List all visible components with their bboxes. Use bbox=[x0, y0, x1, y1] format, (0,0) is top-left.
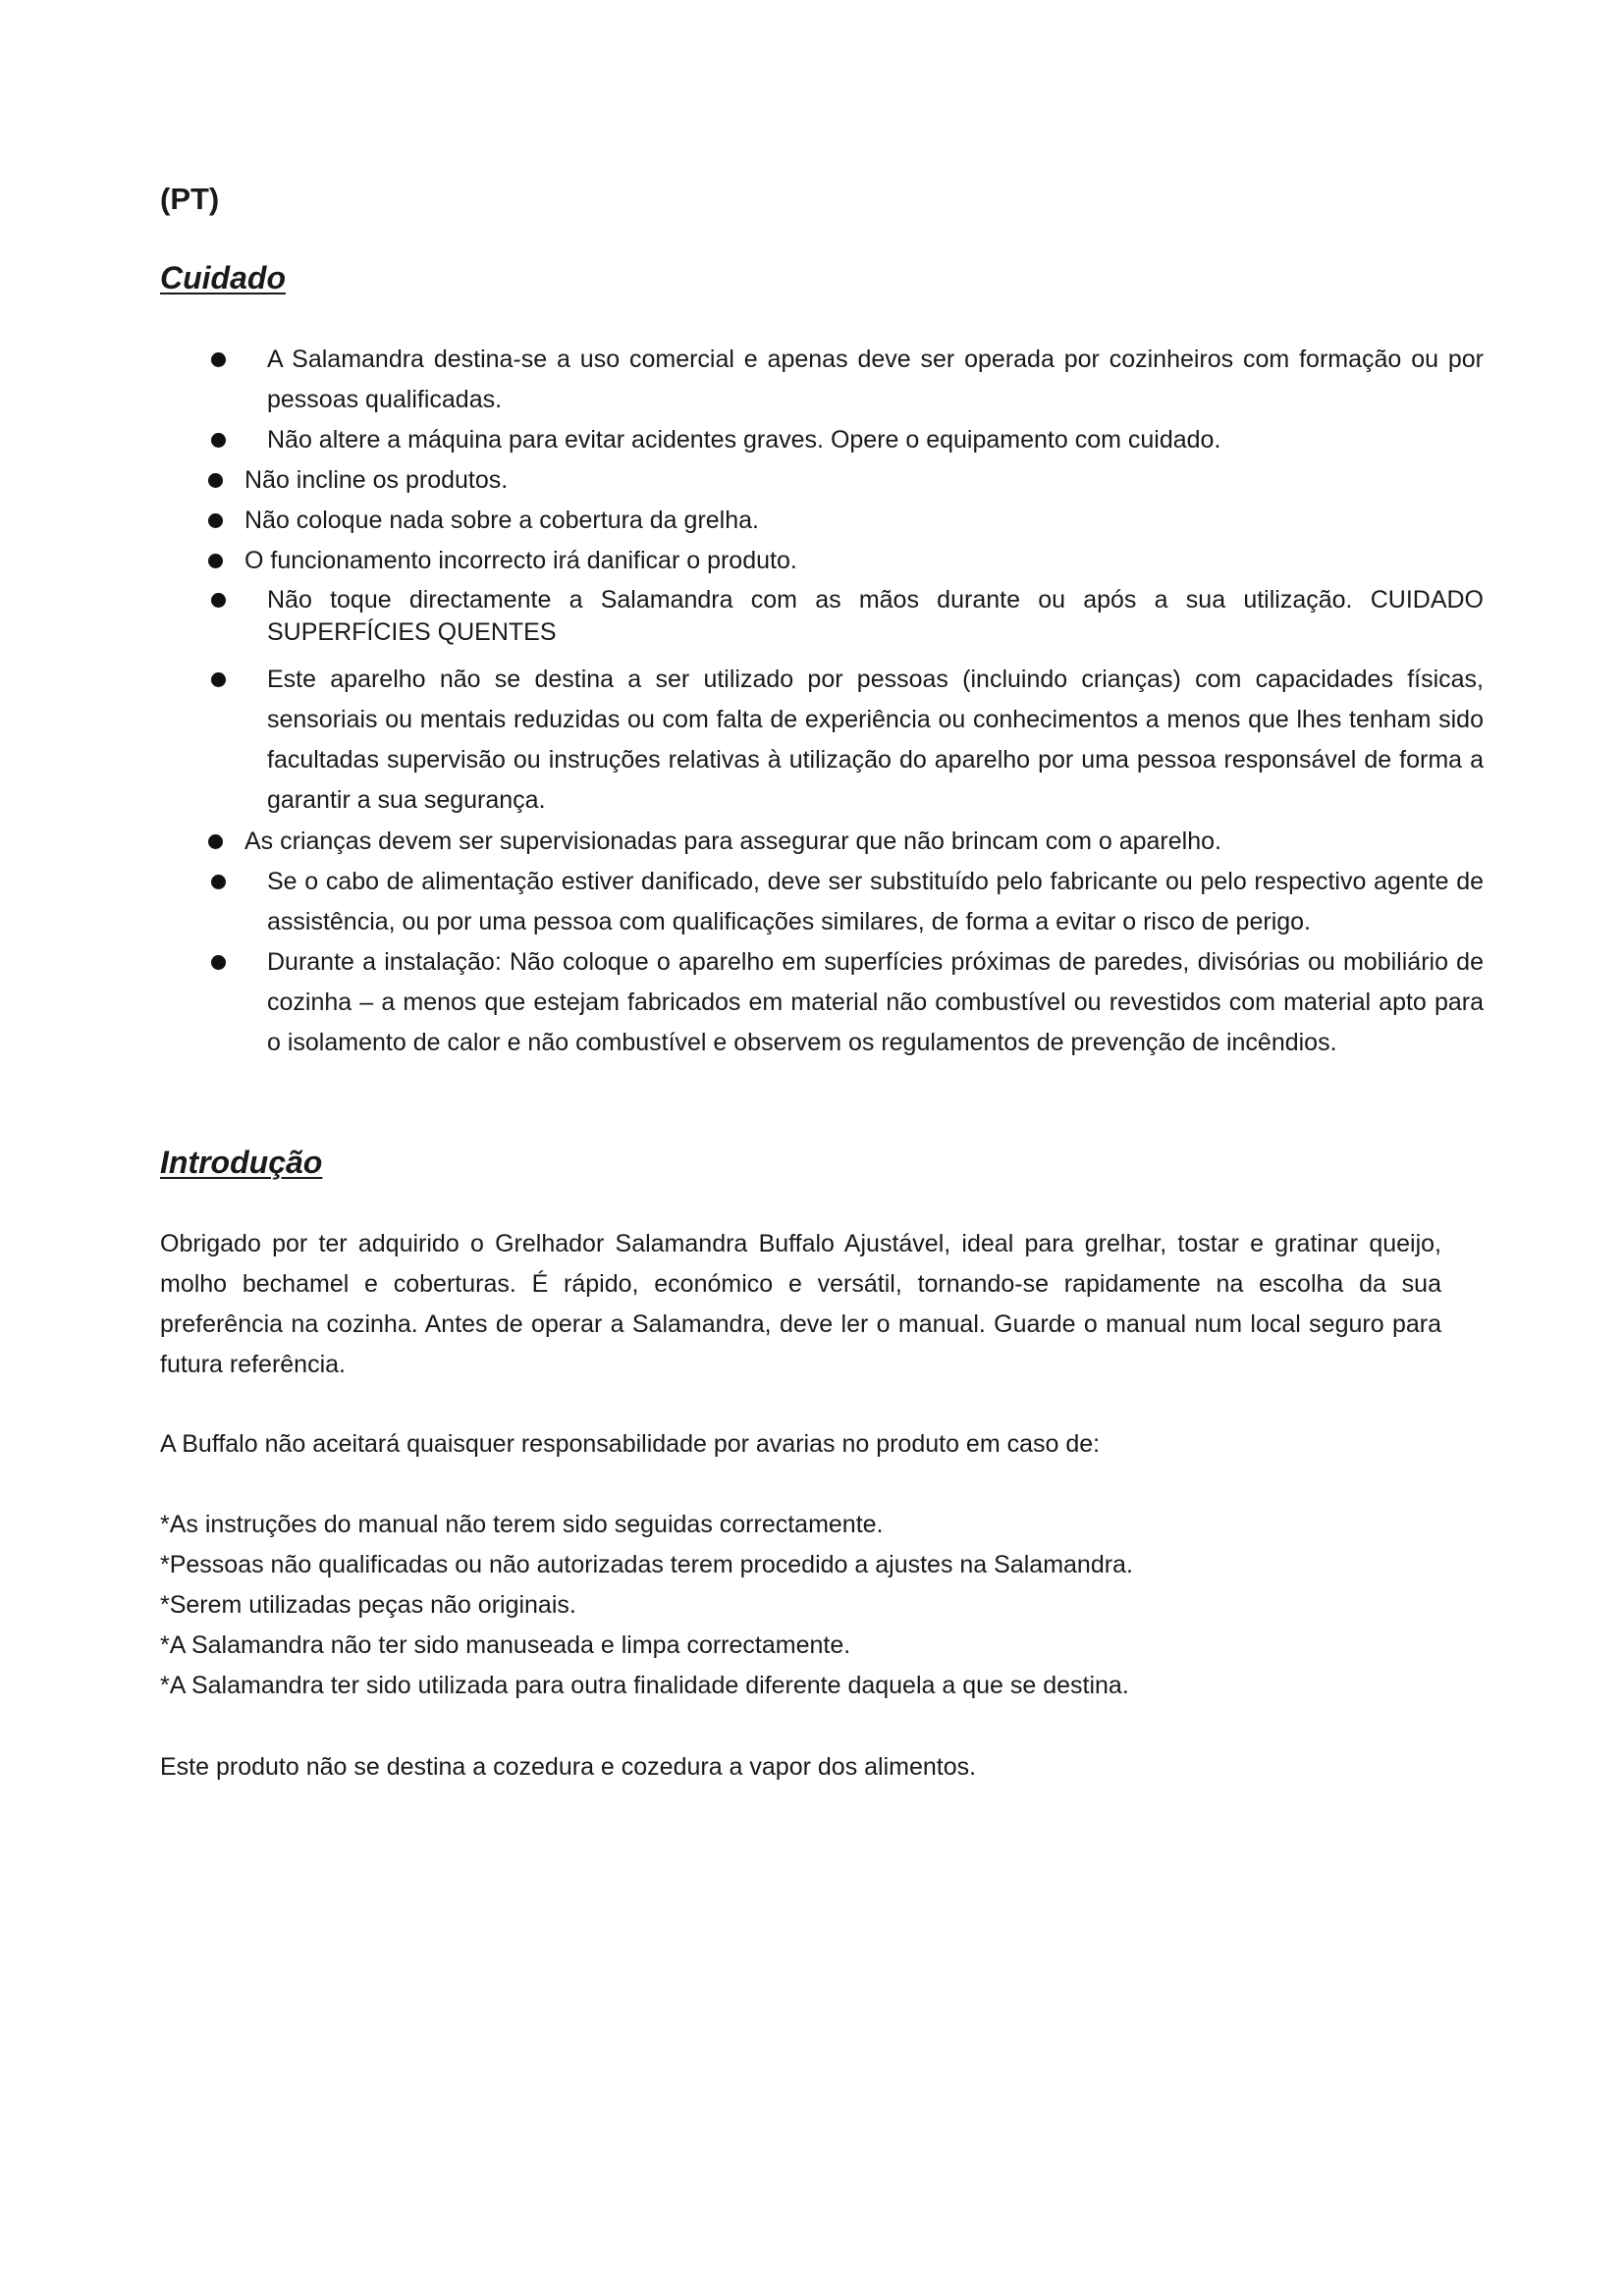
bullet-icon bbox=[211, 593, 226, 608]
caution-item bbox=[211, 340, 1484, 420]
bullet-icon bbox=[211, 433, 226, 448]
list-item: *As instruções do manual não terem sido seguidas correctamente. bbox=[160, 1511, 884, 1538]
caution-item bbox=[211, 942, 1484, 1063]
bullet-icon bbox=[208, 554, 223, 568]
caution-heading: Cuidado bbox=[160, 260, 286, 295]
caution-item-text: Este aparelho não se destina a ser utilizado por pessoas (incluindo crianças) com capacidades físicas, sensoriais ou mentais reduzidas ou com falta de experiência ou conhecimentos a menos que lhes tenham sido facultadas supervisão ou instruções relativas à utilização do aparelho por uma pessoa responsável de forma a garantir a sua segurança. bbox=[267, 666, 1484, 814]
bullet-icon bbox=[208, 473, 223, 488]
caution-item bbox=[211, 420, 1484, 460]
list-item: *A Salamandra ter sido utilizada para outra finalidade diferente daquela a que se destina. bbox=[160, 1672, 1129, 1699]
introduction-paragraph: Obrigado por ter adquirido o Grelhador Salamandra Buffalo Ajustável, ideal para grelhar, tostar e gratinar queijo, molho bechamel e coberturas. É rápido, económico e versátil, tornando-se rapidamente na escolha da sua preferência na cozinha. Antes de operar a Salamandra, deve ler o manual. Guarde o manual num local seguro para futura referência. bbox=[160, 1230, 1441, 1378]
bullet-icon bbox=[211, 672, 226, 687]
list-item: *A Salamandra não ter sido manuseada e limpa correctamente. bbox=[160, 1631, 851, 1659]
caution-item-text: A Salamandra destina-se a uso comercial e apenas deve ser operada por cozinheiros com formação ou por pessoas qualificadas. bbox=[267, 346, 1484, 413]
caution-item bbox=[211, 584, 1484, 649]
caution-item bbox=[211, 862, 1484, 942]
bullet-icon bbox=[211, 352, 226, 367]
caution-item bbox=[208, 460, 1485, 501]
bullet-icon bbox=[211, 875, 226, 889]
bullet-icon bbox=[208, 834, 223, 849]
caution-item bbox=[208, 822, 1485, 862]
caution-item bbox=[211, 660, 1484, 821]
caution-item bbox=[208, 541, 1485, 581]
list-item: *Pessoas não qualificadas ou não autorizadas terem procedido a ajustes na Salamandra. bbox=[160, 1551, 1133, 1578]
caution-item-text: Não coloque nada sobre a cobertura da grelha. bbox=[244, 507, 759, 534]
liability-paragraph: A Buffalo não aceitará quaisquer responsabilidade por avarias no produto em caso de: bbox=[160, 1430, 1101, 1458]
caution-item-text: O funcionamento incorrecto irá danificar o produto. bbox=[244, 547, 797, 574]
caution-item-text: Não toque directamente a Salamandra com as mãos durante ou após a sua utilização. CUIDADO SUPERFÍCIES QUENTES bbox=[267, 586, 1484, 646]
bullet-icon bbox=[208, 513, 223, 528]
language-tag: (PT) bbox=[160, 182, 220, 216]
caution-item bbox=[208, 501, 1485, 541]
caution-item-text: Não incline os produtos. bbox=[244, 466, 509, 494]
caution-item-text: Não altere a máquina para evitar acidentes graves. Opere o equipamento com cuidado. bbox=[267, 426, 1221, 454]
liability-conditions-list bbox=[160, 1505, 1441, 1706]
usage-note-paragraph: Este produto não se destina a cozedura e cozedura a vapor dos alimentos. bbox=[160, 1753, 977, 1781]
introduction-heading: Introdução bbox=[160, 1145, 323, 1180]
caution-item-text: Se o cabo de alimentação estiver danificado, deve ser substituído pelo fabricante ou pelo respectivo agente de assistência, ou por uma pessoa com qualificações similares, de forma a evitar o risco de perigo. bbox=[267, 868, 1484, 935]
caution-item-text: As crianças devem ser supervisionadas para assegurar que não brincam com o aparelho. bbox=[244, 828, 1221, 855]
caution-item-text: Durante a instalação: Não coloque o aparelho em superfícies próximas de paredes, divisórias ou mobiliário de cozinha – a menos que estejam fabricados em material não combustível ou revestidos com material apto para o isolamento de calor e não combustível e observem os regulamentos de prevenção de incêndios. bbox=[267, 948, 1484, 1056]
list-item: *Serem utilizadas peças não originais. bbox=[160, 1591, 576, 1619]
bullet-icon bbox=[211, 955, 226, 970]
